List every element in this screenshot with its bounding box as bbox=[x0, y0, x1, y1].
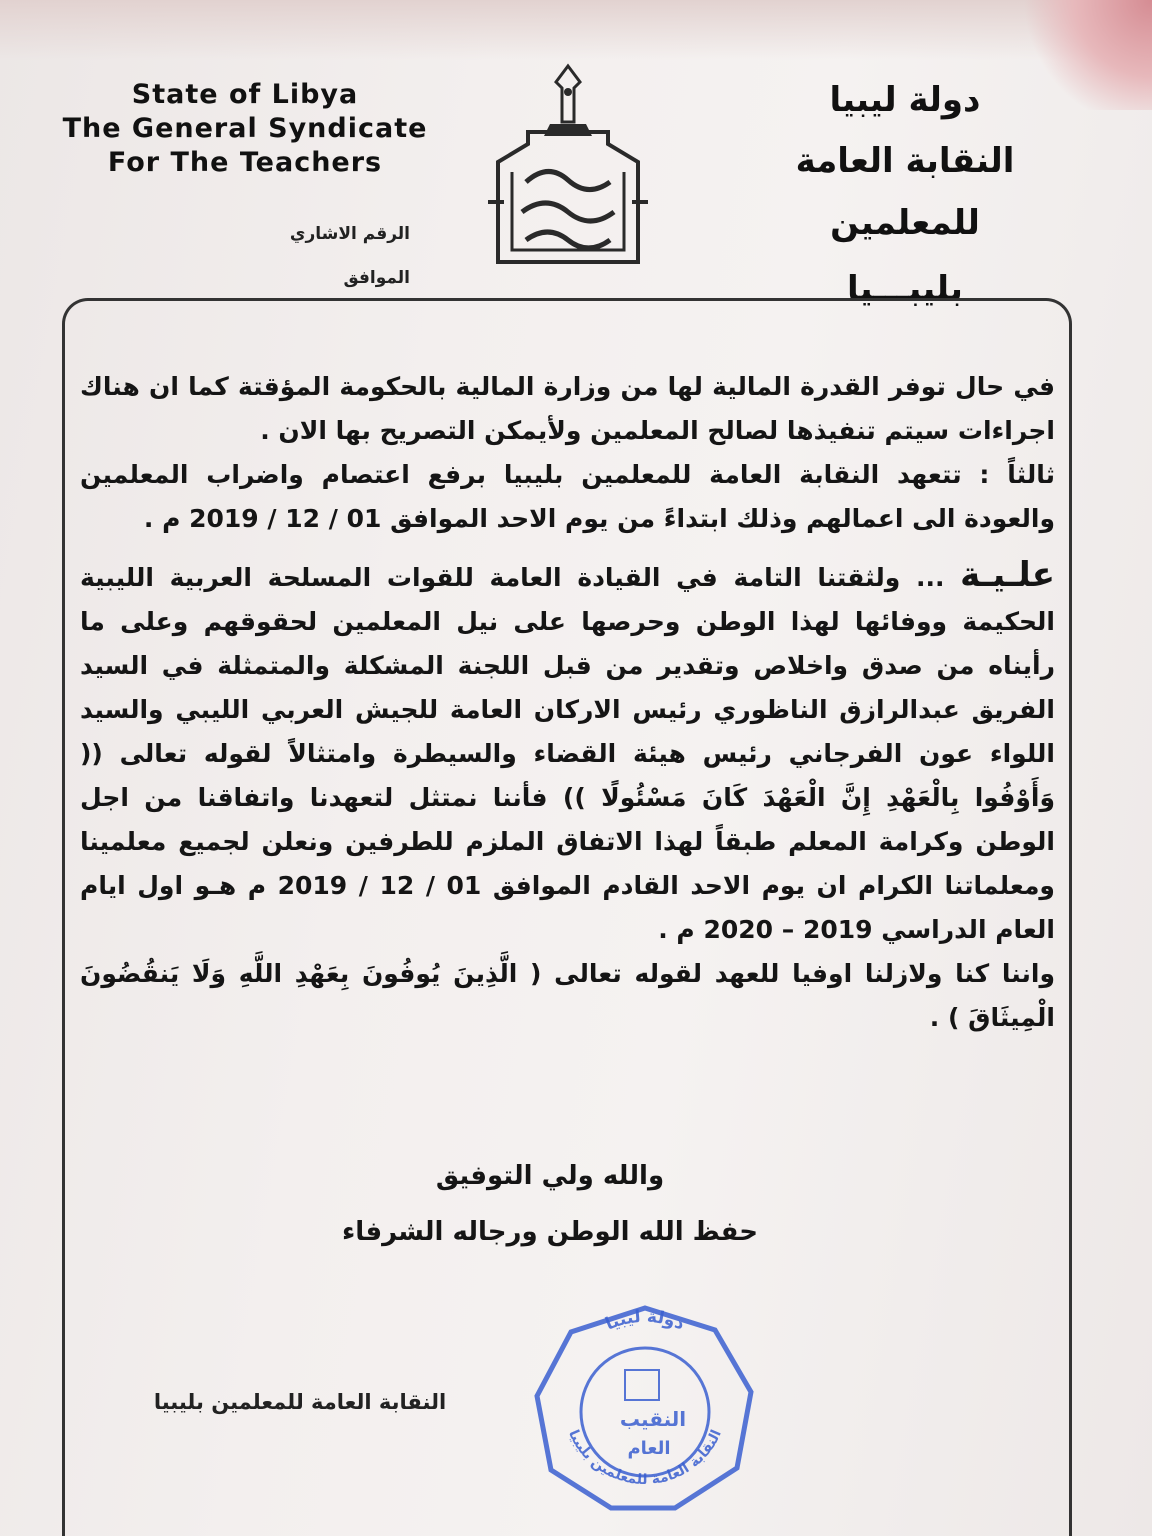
ref-number-label: الرقم الاشاري bbox=[289, 224, 410, 244]
header-en-line-1: State of Libya bbox=[131, 79, 359, 110]
stamp-inner-1: النقيب bbox=[619, 1407, 687, 1431]
header-english bbox=[30, 78, 460, 180]
stamp-inner-2: العام bbox=[627, 1438, 671, 1459]
svg-text:دولة ليبيا bbox=[603, 1307, 688, 1335]
date-label: الموافق bbox=[343, 268, 410, 288]
letter-body bbox=[80, 365, 1055, 1040]
syndicate-logo bbox=[468, 62, 668, 274]
official-stamp bbox=[525, 1300, 765, 1515]
paper-fold-shadow bbox=[0, 0, 1152, 60]
emphasis-word: علـيـة bbox=[960, 555, 1055, 595]
closing-line-1: والله ولي التوفيق bbox=[435, 1161, 665, 1191]
closing-line-2: حفظ الله الوطن ورجاله الشرفاء bbox=[342, 1217, 758, 1247]
reference-fields bbox=[250, 212, 410, 300]
paragraph-3 bbox=[80, 553, 1055, 952]
paragraph-3-text: ... ولثقتنا التامة في القيادة العامة للقوات المسلحة العربية الليبية الحكيمة ووفائها لهذا الوطن وحرصها على نيل المعلمين لحقوقهم وعلى ما رأيناه من صدق واخلاص وتقدير من قبل اللجنة المشكلة والمتمثلة في السيد الفريق عبدالرازق الناظوري رئيس الاركان العامة للجيش العربي الليبي والسيد اللواء عون الفرجاني رئيس هيئة القضاء والسيطرة وامتثالاً لقوله تعالى (( وَأَوْفُوا بِالْعَهْدِ إِنَّ الْعَهْدَ كَانَ مَسْئُولًا )) فأننا نمتثل لتعهدنا واتفاقنا من اجل الوطن وكرامة المعلم طبقاً لهذا الاتفاق الملزم للطرفين ونعلن لجميع معلمينا ومعلماتنا الكرام ان يوم الاحد القادم الموافق 01 / 12 / 2019 م هـو اول ايام العام الدراسي 2019 – 2020 م . bbox=[80, 563, 1055, 944]
paragraph-4: واننا كنا ولازلنا اوفيا للعهد لقوله تعالى ( الَّذِينَ يُوفُونَ بِعَهْدِ اللَّهِ وَلَا يَنقُضُونَ الْمِيثَاقَ ) . bbox=[80, 959, 1055, 1032]
paragraph-2: ثالثاً : تتعهد النقابة العامة للمعلمين بليبيا برفع اعتصام واضراب المعلمين والعودة الى اعمالهم وذلك ابتداءً من يوم الاحد الموافق 01 / 12 / 2019 م . bbox=[80, 460, 1055, 533]
signature-organization: النقابة العامة للمعلمين بليبيا bbox=[153, 1390, 447, 1414]
header-ar-line-3: بليبـــيا bbox=[847, 269, 963, 309]
header-arabic bbox=[720, 70, 1090, 324]
header-en-line-3: For The Teachers bbox=[107, 147, 383, 178]
closing bbox=[120, 1148, 980, 1260]
header-en-line-2: The General Syndicate bbox=[62, 113, 428, 144]
paragraph-1: في حال توفر القدرة المالية لها من وزارة المالية بالحكومة المؤقتة كما ان هناك اجراءات سيتم تنفيذها لصالح المعلمين ولأيمكن التصريح بها الان . bbox=[80, 372, 1055, 445]
stamp-outer-top: دولة ليبيا bbox=[602, 1306, 688, 1335]
header-ar-line-2: النقابة العامة للمعلمين bbox=[795, 141, 1015, 243]
header-ar-line-1: دولة ليبيا bbox=[829, 80, 981, 120]
signature-block bbox=[130, 1390, 470, 1414]
stamp-outer-bottom: النقابة العامة للمعلمين بليبيا bbox=[565, 1427, 725, 1489]
